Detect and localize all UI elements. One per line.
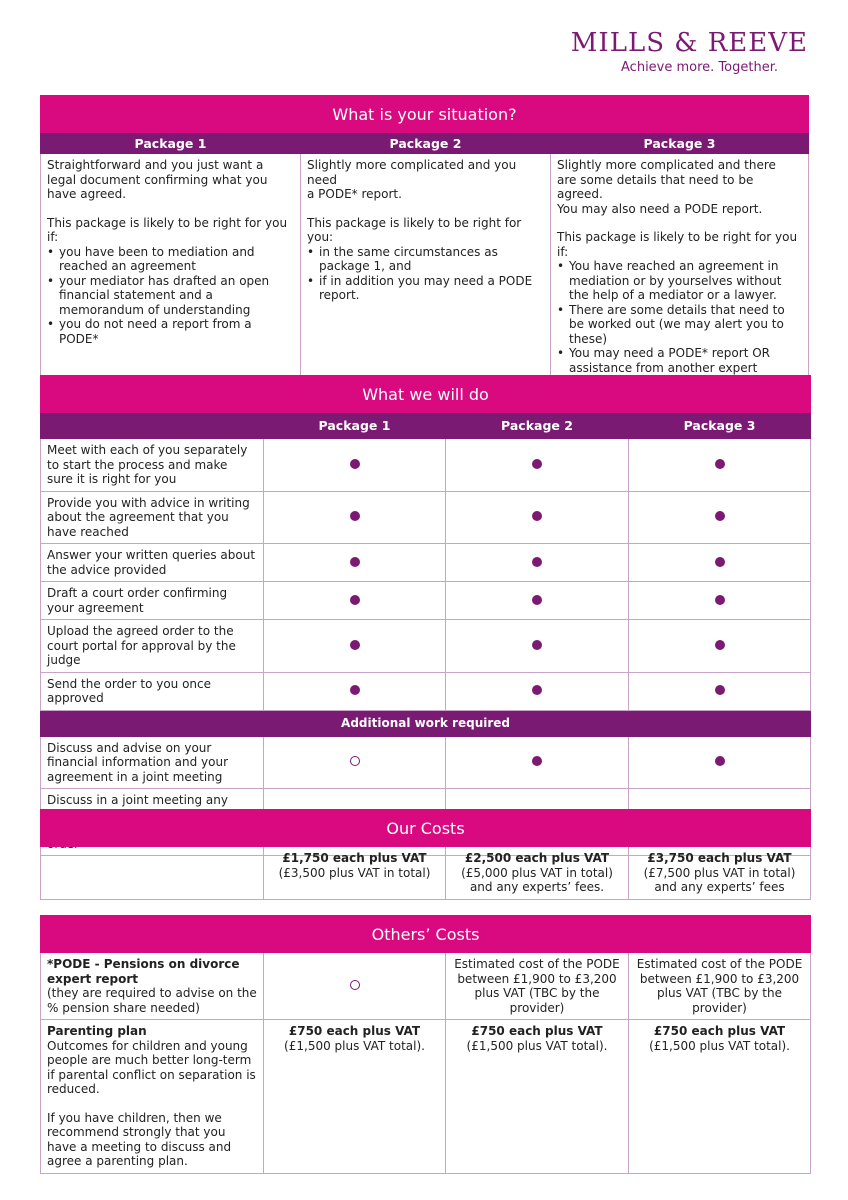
pode-package-1 bbox=[264, 953, 446, 1020]
situation-lead: This package is likely to be right for you if: bbox=[47, 215, 288, 244]
price-detail: (£5,000 plus VAT in total) and any experts’ fees. bbox=[461, 865, 613, 894]
price: £3,750 each plus VAT bbox=[647, 851, 792, 865]
included-mark bbox=[715, 640, 725, 650]
included-mark bbox=[715, 595, 725, 605]
situation-cell-1 bbox=[41, 154, 301, 380]
not-included-mark bbox=[350, 980, 360, 990]
pode-title: *PODE - Pensions on divorce expert report bbox=[47, 957, 240, 986]
package-2-cell bbox=[446, 736, 629, 789]
brand-logo bbox=[571, 28, 808, 75]
included-mark bbox=[532, 511, 542, 521]
situation-bullets bbox=[307, 245, 544, 303]
list-item: • you have been to mediation and reached an agreement bbox=[47, 245, 294, 274]
situation-package-1: Package 1 bbox=[41, 133, 301, 154]
included-mark bbox=[715, 459, 725, 469]
row-label: Send the order to you once approved bbox=[41, 672, 264, 710]
situation-intro: Slightly more complicated and there are some details that need to be agreed. You may also need a PODE report. bbox=[557, 158, 776, 216]
price-detail: (£1,500 plus VAT total). bbox=[649, 1038, 790, 1053]
price-detail: (£1,500 plus VAT total). bbox=[466, 1038, 608, 1053]
price-detail: (£7,500 plus VAT in total) and any experts’ fees bbox=[643, 865, 796, 894]
price: £750 each plus VAT bbox=[653, 1024, 786, 1038]
not-included-mark bbox=[350, 756, 360, 766]
pode-label bbox=[41, 953, 264, 1020]
included-mark bbox=[350, 595, 360, 605]
situation-package-3: Package 3 bbox=[551, 133, 809, 154]
pode-description: (they are required to advise on the % pension share needed) bbox=[47, 986, 257, 1015]
table-row bbox=[41, 439, 811, 492]
row-label: Discuss in a joint meeting any bbox=[41, 789, 264, 856]
situation-bullets bbox=[557, 259, 802, 375]
our-costs-blank bbox=[41, 847, 264, 900]
our-costs-table bbox=[40, 809, 811, 900]
package-2-cell bbox=[446, 620, 629, 673]
parenting-label bbox=[41, 1020, 264, 1174]
package-3-cell bbox=[629, 672, 811, 710]
included-mark bbox=[350, 511, 360, 521]
our-costs-package-1 bbox=[264, 847, 446, 900]
table-row bbox=[41, 620, 811, 673]
package-1-cell bbox=[264, 582, 446, 620]
others-costs-title: Others’ Costs bbox=[41, 916, 811, 953]
package-2-cell bbox=[446, 491, 629, 544]
pode-package-3: Estimated cost of the PODE between £1,900 to £3,200 plus VAT (TBC by the provider) bbox=[629, 953, 811, 1020]
package-1-cell bbox=[264, 491, 446, 544]
price-detail: (£1,500 plus VAT total). bbox=[284, 1038, 425, 1053]
services-header-blank bbox=[41, 413, 264, 439]
row-label: Answer your written queries about the advice provided bbox=[41, 544, 264, 582]
situation-lead: This package is likely to be right for you if: bbox=[557, 230, 798, 259]
package-2-cell bbox=[446, 672, 629, 710]
services-package-2: Package 2 bbox=[446, 413, 629, 439]
situation-title: What is your situation? bbox=[41, 96, 809, 133]
package-1-cell bbox=[264, 620, 446, 673]
parenting-package-2 bbox=[446, 1020, 629, 1174]
included-mark bbox=[350, 685, 360, 695]
list-item: • You may need a PODE* report OR assistance from another expert bbox=[557, 346, 802, 375]
included-mark bbox=[532, 557, 542, 567]
table-row bbox=[41, 544, 811, 582]
included-mark bbox=[532, 459, 542, 469]
row-label: Upload the agreed order to the court portal for approval by the judge bbox=[41, 620, 264, 673]
package-3-cell bbox=[629, 544, 811, 582]
table-row bbox=[41, 491, 811, 544]
table-row bbox=[41, 582, 811, 620]
price: £750 each plus VAT bbox=[471, 1024, 603, 1038]
parenting-description: Outcomes for children and young people are much better long-term if parental conflict on separation is reduced. bbox=[47, 1038, 256, 1096]
situation-intro: Straightforward and you just want a legal document confirming what you have agreed. bbox=[47, 158, 268, 201]
package-1-cell bbox=[264, 672, 446, 710]
list-item: • You have reached an agreement in mediation or by yourselves without the help of a mediator or a lawyer. bbox=[557, 259, 802, 303]
parenting-package-3 bbox=[629, 1020, 811, 1174]
list-item: • your mediator has drafted an open financial statement and a memorandum of understanding bbox=[47, 274, 294, 318]
our-costs-title: Our Costs bbox=[41, 810, 811, 847]
package-1-cell bbox=[264, 544, 446, 582]
pode-package-2: Estimated cost of the PODE between £1,900 to £3,200 plus VAT (TBC by the provider) bbox=[446, 953, 629, 1020]
services-package-1: Package 1 bbox=[264, 413, 446, 439]
included-mark bbox=[715, 511, 725, 521]
included-mark bbox=[350, 459, 360, 469]
included-mark bbox=[532, 685, 542, 695]
price: £1,750 each plus VAT bbox=[282, 851, 427, 865]
included-mark bbox=[532, 756, 542, 766]
included-mark bbox=[350, 557, 360, 567]
list-item: • if in addition you may need a PODE report. bbox=[307, 274, 544, 303]
services-package-3: Package 3 bbox=[629, 413, 811, 439]
included-mark bbox=[715, 685, 725, 695]
row-label: Discuss and advise on your financial information and your agreement in a joint meeting bbox=[41, 736, 264, 789]
our-costs-package-3 bbox=[629, 847, 811, 900]
parenting-title: Parenting plan bbox=[47, 1024, 147, 1038]
row-label: Meet with each of you separately to start the process and make sure it is right for you bbox=[41, 439, 264, 492]
package-2-cell bbox=[446, 544, 629, 582]
price: £2,500 each plus VAT bbox=[464, 851, 610, 865]
price-detail: (£3,500 plus VAT in total) bbox=[278, 865, 431, 880]
included-mark bbox=[350, 640, 360, 650]
row-label: Provide you with advice in writing about the agreement that you have reached bbox=[41, 491, 264, 544]
situation-package-2: Package 2 bbox=[301, 133, 551, 154]
situation-bullets bbox=[47, 245, 294, 347]
package-3-cell bbox=[629, 491, 811, 544]
price: £750 each plus VAT bbox=[288, 1024, 421, 1038]
situation-cell-2 bbox=[301, 154, 551, 380]
package-2-cell bbox=[446, 582, 629, 620]
services-table bbox=[40, 375, 811, 856]
brand-tagline: Achieve more. Together. bbox=[621, 60, 778, 75]
situation-lead: This package is likely to be right for you: bbox=[307, 215, 522, 244]
included-mark bbox=[532, 595, 542, 605]
included-mark bbox=[532, 640, 542, 650]
package-1-cell bbox=[264, 736, 446, 789]
list-item: • in the same circumstances as package 1, and bbox=[307, 245, 544, 274]
services-body bbox=[41, 439, 811, 711]
package-3-cell bbox=[629, 439, 811, 492]
package-2-cell bbox=[446, 439, 629, 492]
parenting-package-1 bbox=[264, 1020, 446, 1174]
our-costs-package-2 bbox=[446, 847, 629, 900]
situation-intro: Slightly more complicated and you need a PODE* report. bbox=[307, 158, 517, 201]
package-3-cell bbox=[629, 736, 811, 789]
others-costs-table bbox=[40, 915, 811, 1174]
table-row bbox=[41, 672, 811, 710]
brand-name: MILLS & REEVE bbox=[570, 28, 808, 58]
included-mark bbox=[715, 756, 725, 766]
services-title: What we will do bbox=[41, 376, 811, 413]
package-3-cell bbox=[629, 582, 811, 620]
package-3-cell bbox=[629, 620, 811, 673]
situation-table bbox=[40, 95, 809, 380]
list-item: • you do not need a report from a PODE* bbox=[47, 317, 294, 346]
table-row bbox=[41, 736, 811, 789]
list-item: • There are some details that need to be worked out (we may alert you to these) bbox=[557, 303, 802, 347]
parenting-recommendation: If you have children, then we recommend strongly that you have a meeting to discuss and agree a parenting plan. bbox=[47, 1110, 232, 1168]
row-label: Draft a court order confirming your agreement bbox=[41, 582, 264, 620]
package-1-cell bbox=[264, 439, 446, 492]
situation-cell-3 bbox=[551, 154, 809, 380]
additional-work-header: Additional work required bbox=[41, 710, 811, 736]
included-mark bbox=[715, 557, 725, 567]
